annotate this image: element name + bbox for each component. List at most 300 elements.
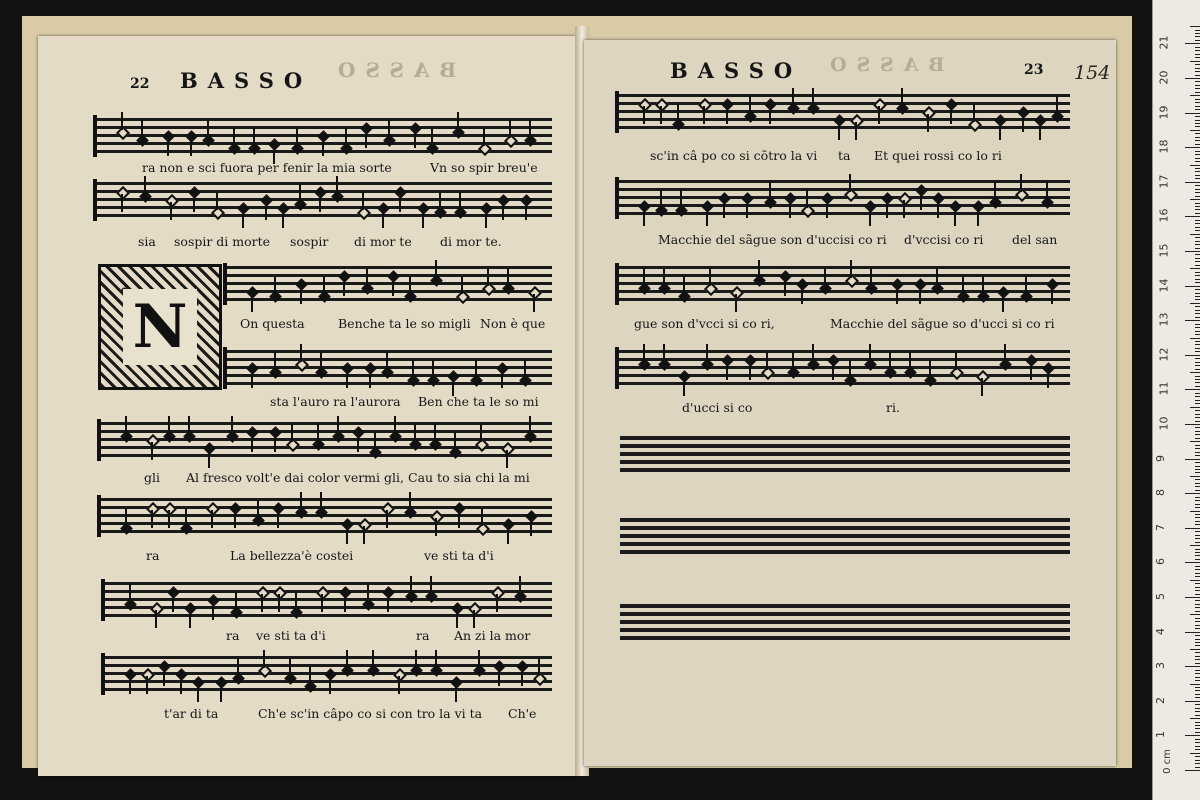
note-stem bbox=[435, 518, 437, 536]
ruler-tick bbox=[1195, 158, 1200, 159]
ruler-number: 20 bbox=[1157, 70, 1171, 85]
ruler-tick bbox=[1185, 43, 1200, 44]
note-stem bbox=[125, 416, 127, 434]
ruler-tick bbox=[1190, 753, 1200, 754]
ruler-tick bbox=[1185, 78, 1200, 79]
note-stem bbox=[329, 676, 331, 694]
note-stem bbox=[295, 592, 297, 610]
note-stem bbox=[345, 128, 347, 146]
ruler-tick bbox=[1195, 607, 1200, 608]
note-stem bbox=[726, 362, 728, 380]
ruler-tick bbox=[1195, 248, 1200, 249]
note-stem bbox=[1051, 286, 1053, 304]
note-stem bbox=[901, 88, 903, 106]
note-stem bbox=[211, 510, 213, 528]
note-stem bbox=[231, 416, 233, 434]
measuring-ruler bbox=[1152, 0, 1200, 800]
note-stem bbox=[483, 128, 485, 146]
ruler-tick bbox=[1195, 133, 1200, 134]
note-head bbox=[211, 206, 225, 220]
ruler-number: 19 bbox=[1157, 105, 1171, 120]
left-staff-2 bbox=[96, 182, 552, 218]
ruler-tick bbox=[1195, 192, 1200, 193]
note-stem bbox=[336, 176, 338, 194]
note-stem bbox=[129, 584, 131, 602]
ruler-tick bbox=[1185, 632, 1200, 633]
ruler-tick bbox=[1195, 209, 1200, 210]
note-stem bbox=[237, 658, 239, 676]
lyric-line: Et quei rossi co lo ri bbox=[874, 148, 1002, 163]
ruler-number: 3 bbox=[1154, 662, 1167, 670]
note-stem bbox=[498, 668, 500, 686]
note-head bbox=[381, 502, 395, 516]
note-head bbox=[146, 434, 160, 448]
note-head bbox=[141, 668, 155, 682]
note-stem bbox=[855, 122, 857, 140]
ruler-tick bbox=[1185, 147, 1200, 148]
ruler-tick bbox=[1195, 594, 1200, 595]
lyric-line: ve sti ta d'i bbox=[256, 628, 326, 643]
note-stem bbox=[208, 450, 210, 468]
note-stem bbox=[538, 658, 540, 676]
ruler-number: 5 bbox=[1154, 593, 1167, 600]
ruler-tick bbox=[1190, 545, 1200, 546]
note-stem bbox=[769, 182, 771, 200]
note-head bbox=[468, 602, 482, 616]
ruler-tick bbox=[1195, 434, 1200, 435]
note-stem bbox=[485, 210, 487, 228]
lyric-line: di mor te bbox=[354, 234, 412, 249]
note-stem bbox=[220, 684, 222, 702]
ruler-tick bbox=[1195, 756, 1200, 757]
note-stem bbox=[643, 208, 645, 226]
note-stem bbox=[832, 362, 834, 380]
note-head bbox=[845, 274, 859, 288]
ruler-tick bbox=[1195, 358, 1200, 359]
note-stem bbox=[456, 610, 458, 628]
lyric-line: d'vccisi co ri bbox=[904, 232, 984, 247]
note-stem bbox=[180, 676, 182, 694]
note-stem bbox=[994, 182, 996, 200]
note-head bbox=[922, 106, 936, 120]
ruler-tick bbox=[1190, 441, 1200, 442]
note-stem bbox=[909, 352, 911, 370]
right-staff-4 bbox=[618, 350, 1070, 386]
lyric-line: ta bbox=[838, 148, 851, 163]
note-head bbox=[206, 502, 220, 516]
ruler-tick bbox=[1195, 618, 1200, 619]
ruler-tick bbox=[1195, 99, 1200, 100]
lyric-line: ve sti ta d'i bbox=[424, 548, 494, 563]
note-stem bbox=[792, 88, 794, 106]
ruler-tick bbox=[1190, 61, 1200, 62]
left-staff-5 bbox=[100, 422, 552, 458]
ruler-tick bbox=[1195, 749, 1200, 750]
note-head bbox=[844, 188, 858, 202]
note-stem bbox=[927, 114, 929, 132]
ruler-tick bbox=[1185, 528, 1200, 529]
note-stem bbox=[789, 200, 791, 218]
handwritten-folio: 154 bbox=[1074, 62, 1111, 84]
note-stem bbox=[414, 130, 416, 148]
note-head bbox=[357, 206, 371, 220]
ruler-tick bbox=[1195, 711, 1200, 712]
blank-staff-2 bbox=[620, 518, 1070, 556]
note-stem bbox=[936, 268, 938, 286]
ruler-tick bbox=[1195, 282, 1200, 283]
ruler-tick bbox=[1195, 376, 1200, 377]
note-stem bbox=[346, 650, 348, 668]
ruler-tick bbox=[1195, 483, 1200, 484]
ruler-tick bbox=[1195, 690, 1200, 691]
right-page-number: 23 bbox=[1024, 62, 1044, 78]
note-stem bbox=[242, 210, 244, 228]
ruler-tick bbox=[1195, 258, 1200, 259]
note-stem bbox=[962, 276, 964, 294]
note-stem bbox=[487, 268, 489, 286]
note-stem bbox=[363, 526, 365, 544]
note-stem bbox=[422, 210, 424, 228]
note-stem bbox=[320, 492, 322, 510]
note-head bbox=[456, 290, 470, 304]
ruler-tick bbox=[1195, 327, 1200, 328]
note-stem bbox=[977, 208, 979, 226]
note-stem bbox=[274, 434, 276, 452]
ruler-tick bbox=[1195, 728, 1200, 729]
note-head bbox=[533, 672, 547, 686]
right-staff-3 bbox=[618, 266, 1070, 302]
ruler-tick bbox=[1195, 472, 1200, 473]
note-stem bbox=[382, 210, 384, 228]
ruler-number: 16 bbox=[1157, 208, 1171, 223]
ruler-number: 21 bbox=[1157, 35, 1171, 50]
ruler-tick bbox=[1195, 490, 1200, 491]
left-staff-4 bbox=[226, 350, 552, 386]
ruler-tick bbox=[1190, 234, 1200, 235]
ruler-tick bbox=[1195, 746, 1200, 747]
note-stem bbox=[999, 122, 1001, 140]
ruler-tick bbox=[1195, 538, 1200, 539]
ruler-tick bbox=[1195, 275, 1200, 276]
note-stem bbox=[849, 174, 851, 192]
note-stem bbox=[432, 360, 434, 378]
note-head bbox=[528, 286, 542, 300]
note-stem bbox=[386, 352, 388, 370]
ruler-tick bbox=[1195, 81, 1200, 82]
note-stem bbox=[473, 610, 475, 628]
lyric-line: d'ucci si co bbox=[682, 400, 753, 415]
note-head bbox=[475, 438, 489, 452]
note-stem bbox=[415, 650, 417, 668]
note-stem bbox=[660, 190, 662, 208]
ruler-number: 11 bbox=[1157, 381, 1171, 396]
ruler-tick bbox=[1195, 462, 1200, 463]
ruler-tick bbox=[1195, 126, 1200, 127]
note-stem bbox=[257, 500, 259, 518]
ruler-tick bbox=[1195, 583, 1200, 584]
ruler-tick bbox=[1185, 251, 1200, 252]
ruler-tick bbox=[1190, 649, 1200, 650]
note-stem bbox=[167, 138, 169, 156]
ruler-tick bbox=[1195, 569, 1200, 570]
ruler-tick bbox=[1195, 168, 1200, 169]
blank-staff-1 bbox=[620, 436, 1070, 474]
ruler-tick bbox=[1195, 448, 1200, 449]
lyric-line: t'ar di ta bbox=[164, 706, 219, 721]
ruler-tick bbox=[1195, 417, 1200, 418]
ruler-tick bbox=[1195, 102, 1200, 103]
ruler-number: 8 bbox=[1154, 489, 1167, 497]
ruler-tick bbox=[1195, 161, 1200, 162]
decorated-initial bbox=[98, 264, 222, 390]
note-stem bbox=[398, 676, 400, 694]
note-stem bbox=[480, 424, 482, 442]
note-head bbox=[730, 286, 744, 300]
note-stem bbox=[726, 106, 728, 124]
ruler-tick bbox=[1195, 123, 1200, 124]
ruler-tick bbox=[1195, 767, 1200, 768]
note-stem bbox=[735, 294, 737, 312]
ruler-tick bbox=[1195, 535, 1200, 536]
note-stem bbox=[234, 510, 236, 528]
note-stem bbox=[519, 576, 521, 594]
lyric-line: sia bbox=[138, 234, 156, 249]
note-stem bbox=[533, 294, 535, 312]
note-stem bbox=[507, 526, 509, 544]
note-head bbox=[801, 204, 815, 218]
note-stem bbox=[475, 360, 477, 378]
note-stem bbox=[506, 450, 508, 468]
ruler-tick bbox=[1195, 151, 1200, 152]
note-stem bbox=[1002, 294, 1004, 312]
note-stem bbox=[769, 106, 771, 124]
note-head bbox=[968, 118, 982, 132]
lyric-line: sospir di morte bbox=[174, 234, 271, 249]
ruler-tick bbox=[1195, 524, 1200, 525]
note-stem bbox=[409, 492, 411, 510]
ruler-tick bbox=[1195, 673, 1200, 674]
ruler-tick bbox=[1185, 355, 1200, 356]
ruler-tick bbox=[1195, 677, 1200, 678]
note-head bbox=[482, 282, 496, 296]
left-page-number: 22 bbox=[130, 76, 150, 92]
note-stem bbox=[141, 120, 143, 138]
ruler-tick bbox=[1195, 154, 1200, 155]
note-stem bbox=[319, 194, 321, 212]
ruler-tick bbox=[1185, 320, 1200, 321]
ruler-tick bbox=[1195, 306, 1200, 307]
lyric-line: sospir bbox=[290, 234, 329, 249]
note-stem bbox=[233, 128, 235, 146]
note-stem bbox=[643, 268, 645, 286]
note-stem bbox=[439, 192, 441, 210]
note-stem bbox=[937, 200, 939, 218]
ruler-unit-label: 0 cm bbox=[1161, 749, 1173, 774]
note-stem bbox=[663, 344, 665, 362]
lyric-line: Ben che ta le so mi bbox=[418, 394, 539, 409]
ruler-tick bbox=[1195, 265, 1200, 266]
note-stem bbox=[1022, 114, 1024, 132]
note-head bbox=[898, 192, 912, 206]
ruler-number: 7 bbox=[1154, 523, 1167, 531]
note-stem bbox=[251, 370, 253, 388]
ruler-tick bbox=[1195, 47, 1200, 48]
note-stem bbox=[265, 202, 267, 220]
note-stem bbox=[188, 416, 190, 434]
note-head bbox=[704, 282, 718, 296]
note-stem bbox=[920, 192, 922, 210]
ruler-number: 13 bbox=[1157, 312, 1171, 327]
note-stem bbox=[346, 526, 348, 544]
note-stem bbox=[529, 416, 531, 434]
ruler-tick bbox=[1195, 351, 1200, 352]
ruler-number: 1 bbox=[1154, 731, 1167, 739]
note-stem bbox=[784, 278, 786, 296]
left-staff-3 bbox=[226, 266, 552, 302]
note-stem bbox=[683, 276, 685, 294]
ruler-tick bbox=[1195, 230, 1200, 231]
note-stem bbox=[289, 658, 291, 676]
ruler-tick bbox=[1195, 670, 1200, 671]
note-stem bbox=[344, 594, 346, 612]
ruler-tick bbox=[1195, 452, 1200, 453]
ruler-tick bbox=[1195, 697, 1200, 698]
lyric-line: Macchie del sãgue so d'ucci si co ri bbox=[830, 316, 1055, 331]
note-stem bbox=[455, 684, 457, 702]
left-staff-7 bbox=[104, 582, 552, 618]
note-stem bbox=[144, 176, 146, 194]
ruler-tick bbox=[1195, 431, 1200, 432]
ruler-tick bbox=[1190, 338, 1200, 339]
ruler-tick bbox=[1195, 106, 1200, 107]
note-stem bbox=[357, 434, 359, 452]
ruler-number: 4 bbox=[1154, 627, 1167, 635]
note-stem bbox=[172, 594, 174, 612]
left-page-header: BASSO bbox=[180, 68, 313, 93]
note-stem bbox=[869, 344, 871, 362]
note-stem bbox=[1025, 276, 1027, 294]
ruler-tick bbox=[1195, 732, 1200, 733]
ruler-tick bbox=[1195, 30, 1200, 31]
note-stem bbox=[812, 344, 814, 362]
note-stem bbox=[323, 276, 325, 294]
ruler-tick bbox=[1195, 369, 1200, 370]
note-head bbox=[491, 586, 505, 600]
lyric-line: ra bbox=[416, 628, 430, 643]
note-stem bbox=[125, 508, 127, 526]
note-stem bbox=[386, 510, 388, 528]
note-stem bbox=[478, 650, 480, 668]
note-stem bbox=[366, 268, 368, 286]
ruler-tick bbox=[1195, 715, 1200, 716]
ruler-tick bbox=[1195, 334, 1200, 335]
ruler-tick bbox=[1195, 109, 1200, 110]
ruler-number: 14 bbox=[1157, 278, 1171, 293]
note-stem bbox=[1030, 362, 1032, 380]
note-stem bbox=[372, 650, 374, 668]
note-stem bbox=[263, 650, 265, 668]
note-stem bbox=[430, 576, 432, 594]
lyric-line: Al fresco volt'e dai color vermi gli, bbox=[186, 470, 404, 485]
ruler-tick bbox=[1195, 455, 1200, 456]
ruler-tick bbox=[1195, 469, 1200, 470]
note-stem bbox=[412, 360, 414, 378]
ruler-tick bbox=[1195, 694, 1200, 695]
lyric-line: Ch'e bbox=[508, 706, 537, 721]
note-head bbox=[504, 134, 518, 148]
note-stem bbox=[850, 260, 852, 278]
ruler-tick bbox=[1195, 362, 1200, 363]
note-stem bbox=[367, 584, 369, 602]
note-stem bbox=[501, 370, 503, 388]
ruler-tick bbox=[1195, 244, 1200, 245]
note-stem bbox=[703, 106, 705, 124]
ruler-tick bbox=[1195, 611, 1200, 612]
ruler-tick bbox=[1195, 445, 1200, 446]
note-stem bbox=[121, 112, 123, 130]
right-ghost-header: BASSO bbox=[820, 54, 945, 76]
lyric-line: sta l'auro ra l'aurora bbox=[270, 394, 401, 409]
note-stem bbox=[1039, 122, 1041, 140]
ruler-tick bbox=[1190, 303, 1200, 304]
note-stem bbox=[235, 592, 237, 610]
lyric-line: ra bbox=[146, 548, 160, 563]
ruler-tick bbox=[1190, 95, 1200, 96]
note-head bbox=[116, 126, 130, 140]
ruler-tick bbox=[1195, 137, 1200, 138]
ruler-tick bbox=[1195, 635, 1200, 636]
note-stem bbox=[903, 200, 905, 218]
lyric-line: ra bbox=[226, 628, 240, 643]
ruler-tick bbox=[1195, 763, 1200, 764]
ruler-tick bbox=[1195, 88, 1200, 89]
ruler-tick bbox=[1185, 216, 1200, 217]
note-stem bbox=[502, 202, 504, 220]
lyric-line: ri. bbox=[886, 400, 900, 415]
ruler-tick bbox=[1195, 344, 1200, 345]
note-head bbox=[698, 98, 712, 112]
note-stem bbox=[299, 184, 301, 202]
note-head bbox=[761, 366, 775, 380]
note-stem bbox=[886, 200, 888, 218]
ruler-tick bbox=[1195, 680, 1200, 681]
ruler-tick bbox=[1195, 504, 1200, 505]
ruler-tick bbox=[1195, 621, 1200, 622]
ruler-tick bbox=[1190, 684, 1200, 685]
note-stem bbox=[749, 96, 751, 114]
ruler-tick bbox=[1195, 587, 1200, 588]
ruler-tick bbox=[1195, 213, 1200, 214]
ruler-tick bbox=[1195, 639, 1200, 640]
note-stem bbox=[878, 106, 880, 124]
lyric-line: Non è que bbox=[480, 316, 546, 331]
right-page-header: BASSO bbox=[670, 58, 803, 83]
ruler-tick bbox=[1195, 348, 1200, 349]
ruler-number: 10 bbox=[1157, 416, 1171, 431]
ruler-tick bbox=[1195, 600, 1200, 601]
ruler-tick bbox=[1195, 140, 1200, 141]
note-stem bbox=[458, 510, 460, 528]
ruler-tick bbox=[1195, 542, 1200, 543]
note-stem bbox=[274, 352, 276, 370]
left-staff-8 bbox=[104, 656, 552, 692]
note-head bbox=[358, 518, 372, 532]
note-stem bbox=[955, 352, 957, 370]
note-stem bbox=[212, 602, 214, 620]
ruler-tick bbox=[1195, 552, 1200, 553]
note-stem bbox=[525, 202, 527, 220]
lyric-line: Benche ta le so migli bbox=[338, 316, 471, 331]
